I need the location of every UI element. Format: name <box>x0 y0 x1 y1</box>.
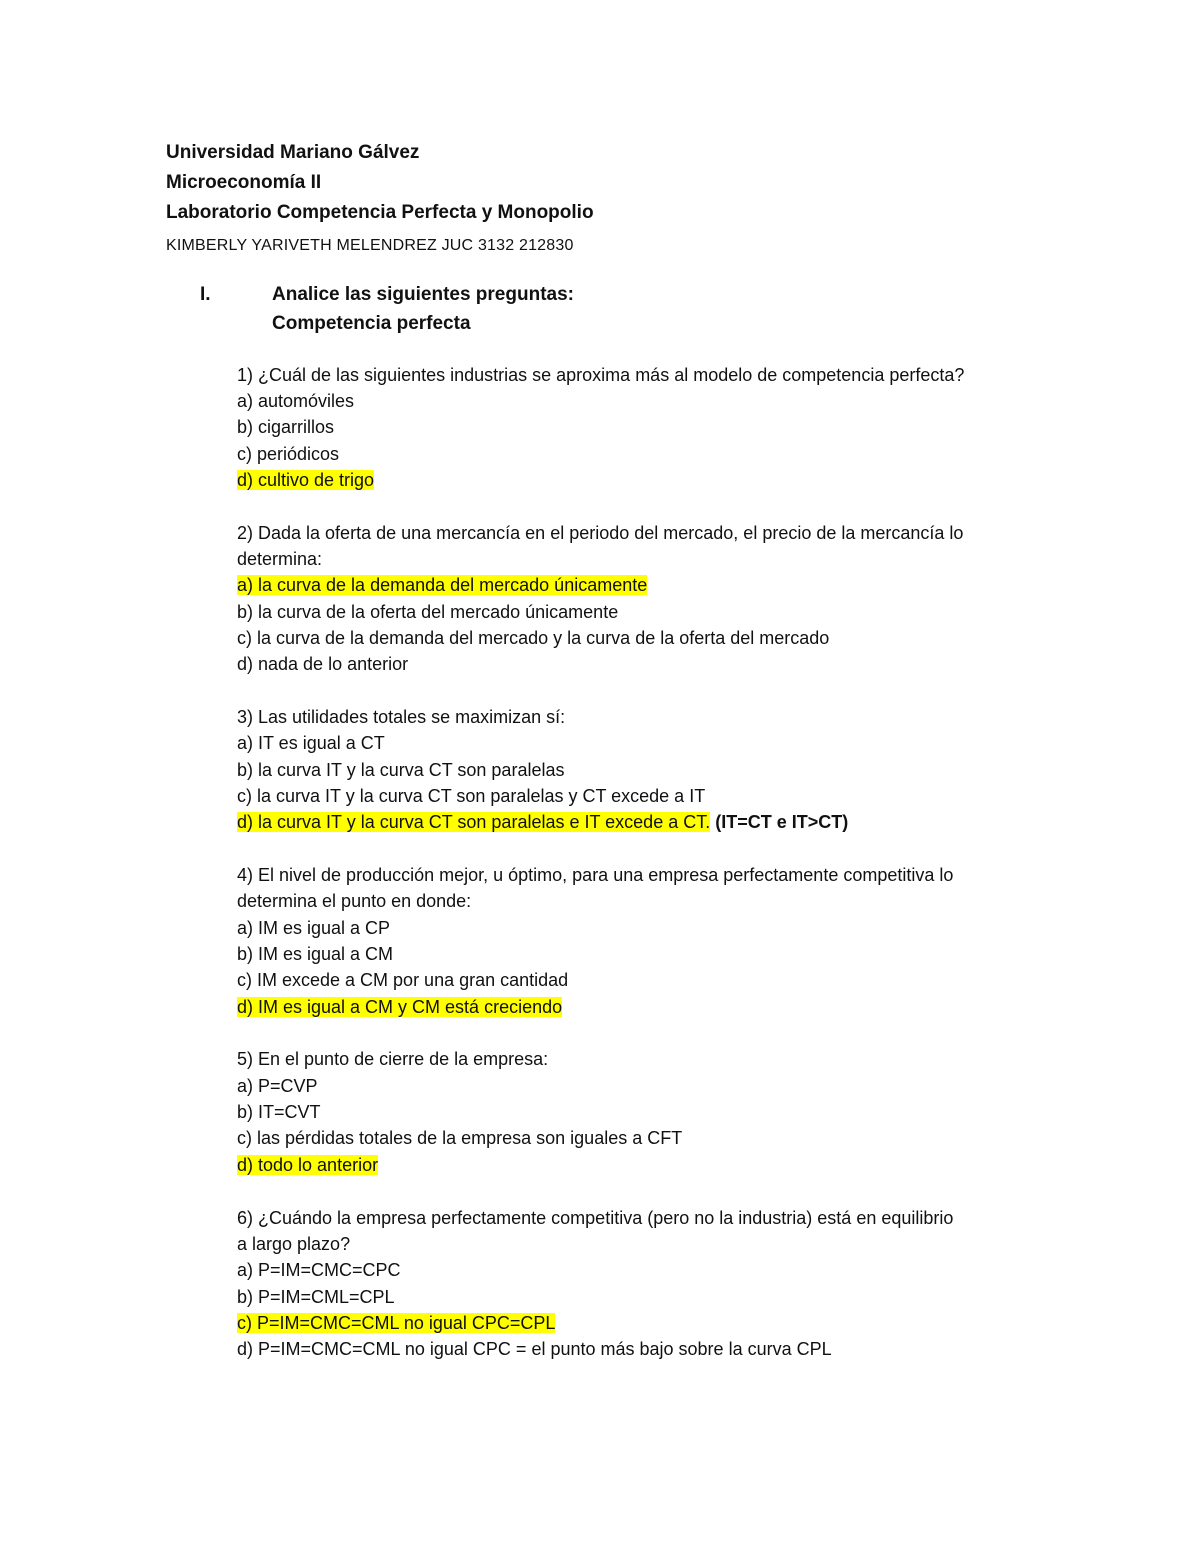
answer-option-highlighted <box>237 810 848 834</box>
question-text: 4) El nivel de producción mejor, u óptimo, para una empresa perfectamente competitiva lo <box>237 865 954 885</box>
option-item: a) P=CVP <box>237 1076 318 1096</box>
option-item: a) IM es igual a CP <box>237 918 391 938</box>
highlighted-answer: d) cultivo de trigo <box>237 470 375 490</box>
highlighted-answer: d) la curva IT y la curva CT son paralelas e IT excede a CT. <box>237 812 711 832</box>
question-text-continued: determina: <box>237 549 323 569</box>
section-subtitle: Competencia perfecta <box>272 313 471 334</box>
section-number: I. <box>200 284 211 305</box>
option-item: b) la curva de la oferta del mercado únicamente <box>237 602 619 622</box>
option-item: b) IT=CVT <box>237 1102 321 1122</box>
option-item: a) IT es igual a CT <box>237 733 385 753</box>
option-item: b) la curva IT y la curva CT son paralelas <box>237 760 565 780</box>
option-item: d) nada de lo anterior <box>237 654 409 674</box>
question-text: 1) ¿Cuál de las siguientes industrias se aproxima más al modelo de competencia perfecta? <box>237 365 965 385</box>
option-item: a) P=IM=CMC=CPC <box>237 1260 401 1280</box>
question-text: 5) En el punto de cierre de la empresa: <box>237 1049 549 1069</box>
course-name: Microeconomía II <box>166 172 322 193</box>
author-line: KIMBERLY YARIVETH MELENDREZ JUC 3132 212830 <box>166 237 574 254</box>
highlighted-answer: c) P=IM=CMC=CML no igual CPC=CPL <box>237 1313 556 1333</box>
highlighted-answer: d) todo lo anterior <box>237 1155 379 1175</box>
question-text-continued: a largo plazo? <box>237 1234 351 1254</box>
answer-option-highlighted <box>237 468 374 492</box>
answer-option-highlighted <box>237 1311 555 1335</box>
option-item: a) automóviles <box>237 391 355 411</box>
question-text-continued: determina el punto en donde: <box>237 891 472 911</box>
question-text: 2) Dada la oferta de una mercancía en el periodo del mercado, el precio de la mercancía lo <box>237 523 964 543</box>
highlighted-answer: a) la curva de la demanda del mercado únicamente <box>237 575 648 595</box>
option-item: c) la curva de la demanda del mercado y la curva de la oferta del mercado <box>237 628 830 648</box>
answer-option-highlighted <box>237 995 562 1019</box>
question-text: 6) ¿Cuándo la empresa perfectamente competitiva (pero no la industria) está en equilibrio <box>237 1208 954 1228</box>
option-item: c) la curva IT y la curva CT son paralelas y CT excede a IT <box>237 786 706 806</box>
highlighted-answer: d) IM es igual a CM y CM está creciendo <box>237 997 563 1017</box>
answer-option-highlighted <box>237 1153 378 1177</box>
lab-title: Laboratorio Competencia Perfecta y Monopolio <box>166 202 594 223</box>
option-item: b) P=IM=CML=CPL <box>237 1287 395 1307</box>
university-name: Universidad Mariano Gálvez <box>166 142 420 163</box>
option-item: c) IM excede a CM por una gran cantidad <box>237 970 569 990</box>
option-item: b) IM es igual a CM <box>237 944 394 964</box>
option-item: d) P=IM=CMC=CML no igual CPC = el punto más bajo sobre la curva CPL <box>237 1339 832 1359</box>
option-item: b) cigarrillos <box>237 417 335 437</box>
option-item: c) periódicos <box>237 444 340 464</box>
answer-note: (IT=CT e IT>CT) <box>710 812 849 832</box>
question-text: 3) Las utilidades totales se maximizan sí: <box>237 707 566 727</box>
answer-option-highlighted <box>237 573 647 597</box>
section-title: Analice las siguientes preguntas: <box>272 284 574 305</box>
option-item: c) las pérdidas totales de la empresa son iguales a CFT <box>237 1128 683 1148</box>
